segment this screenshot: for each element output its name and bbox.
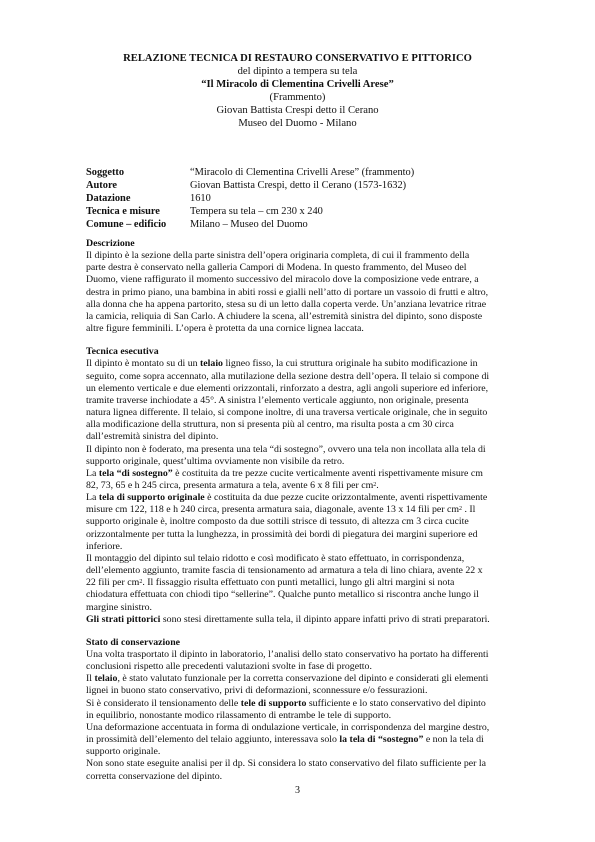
page-number: 3 <box>295 785 300 796</box>
text-line: supporto originale è, inoltre composto da due sottili strisce di tessuto, di altezza cm 3 circa cucite <box>86 516 469 528</box>
metadata-row <box>86 218 414 231</box>
text-run: La <box>86 492 99 504</box>
superscript: 2 <box>459 506 463 513</box>
text-line: conclusioni rispetto alle precedenti valutazioni svolte in fase di progetto. <box>86 661 372 673</box>
text-run: Si è considerato il tensionamento delle <box>86 697 241 709</box>
text-line: seguito, come sopra accennato, alla mutilazione della sezione destra dell’opera. Il telaio si compone di <box>86 370 490 382</box>
text-line <box>86 734 511 746</box>
metadata-row <box>86 166 414 179</box>
bold-term: tela “di sostegno” <box>98 467 173 479</box>
bold-term: Gli strati pittorici <box>86 613 161 625</box>
text-line: Una volta trasportato il dipinto in laboratorio, l’analisi dello stato conservativo ha portato ha differenti <box>86 649 489 660</box>
text-line: lignei in buono stato conservativo, privi di deformazioni, sconnessure e/o fessurazioni. <box>86 685 428 697</box>
section-stato <box>86 637 511 783</box>
text-run: in prossimità dell’elemento del telaio aggiunto, interessava solo <box>86 734 340 746</box>
text-line: Una deformazione accentuata in forma di ondulazione verticale, in corrispondenza del margine destro, <box>86 721 490 733</box>
bold-term: tele di supporto <box>240 697 307 709</box>
text-line: natura lignea differente. Il telaio, si compone inoltre, di una traversa verticale originale, che in seguito <box>86 407 488 419</box>
text-run: . <box>376 479 379 491</box>
text-line: Duomo, viene raffigurato il momento successivo del miracolo dove la composizione vede entrare, a <box>86 274 479 286</box>
text-line: Il dipinto non è foderato, ma presenta una tela “di sostegno”, ovvero una tela non incollata alla tela di <box>86 443 486 455</box>
section-heading: Tecnica esecutiva <box>86 346 159 358</box>
text-line: dell’elemento aggiunto, tramite fascia di tensionamento ad armatura a tela di lino chiara, avente 22 x <box>86 565 483 577</box>
text-line <box>86 698 511 710</box>
metadata-value: Giovan Battista Crespi, detto il Cerano (1573-1632) <box>190 180 407 192</box>
text-line: margine sinistro. <box>86 601 152 613</box>
bold-term: tela di supporto originale <box>98 492 205 504</box>
metadata-row <box>86 205 414 218</box>
section-heading: Descrizione <box>86 238 135 249</box>
text-line <box>86 358 511 370</box>
text-run: sufficiente e lo stato conservativo del dipinto <box>306 697 486 709</box>
section-descrizione <box>86 238 511 335</box>
bold-term: telaio <box>94 673 118 685</box>
text-line: Il montaggio del dipinto sul telaio ridotto e così modificato è stato effettuato, in corrispondenza, <box>86 552 465 564</box>
report-title: RELAZIONE TECNICA DI RESTAURO CONSERVATIVO E PITTORICO <box>123 53 472 64</box>
painting-title: “Il Miracolo di Clementina Crivelli Arese” <box>201 79 394 90</box>
text-line: supporto originale. <box>86 746 161 758</box>
text-run: è costituita da due pezze cucite orizzontalmente, aventi rispettivamente <box>204 492 488 504</box>
museum-location: Museo del Duomo - Milano <box>238 118 357 129</box>
text-line <box>86 468 511 480</box>
text-run: . Il <box>462 504 476 516</box>
bold-term: telaio <box>200 358 223 370</box>
fragment-label: (Frammento) <box>269 92 326 103</box>
text-line: orizzontalmente per tutta la lunghezza, in prossimità dei bordi di piegatura dei margini superiore ed <box>86 528 478 540</box>
text-run: 22 fili per cm <box>86 577 140 589</box>
bold-term: la tela di “sostegno” <box>339 734 424 746</box>
text-line: inferiore. <box>86 540 123 552</box>
text-line: parte destra è conservato nella galleria Campori di Modena. In questo frammento, del Museo del <box>86 262 467 274</box>
metadata-table <box>86 166 414 231</box>
metadata-row <box>86 179 414 192</box>
section-tecnica <box>86 346 511 626</box>
text-run: è costituita da tre pezze cucite verticalmente aventi rispettivamente misure cm <box>172 467 483 479</box>
text-line: tramite traverse inchiodate a 45°. A sinistra l’elemento verticale aggiunto, non originale, presenta <box>86 394 469 406</box>
metadata-label: Comune – edificio <box>86 219 167 231</box>
text-line <box>86 480 511 492</box>
text-run: , è stato valutato funzionale per la corretta conservazione del dipinto e considerati gli elementi <box>117 673 489 685</box>
metadata-value: 1610 <box>190 193 211 205</box>
text-line: in equilibrio, nonostante modico rilassamento di entrambe le tele di supporto. <box>86 709 392 721</box>
text-line <box>86 504 511 516</box>
text-line: un elemento verticale e due elementi orizzontali, rinforzato a destra, agli angoli superiore ed inferiore, <box>86 382 489 394</box>
report-body <box>86 238 511 794</box>
text-line: destra in primo piano, una bambina in abiti rossi e gialli nell’atto di portare un vassoio di frutti e altro, <box>86 286 489 298</box>
text-run: La <box>86 467 99 479</box>
text-run: . Il fissaggio risulta effettuato con punti metallici, lungo gli altri margini si nota <box>142 577 455 589</box>
text-line: altre figure femminili. L’opera è protetta da una cornice lignea laccata. <box>86 323 364 335</box>
text-line: Non sono state eseguite analisi per il dp. Si considera lo stato conservativo del filato sufficiente per la <box>86 758 487 770</box>
report-subtitle: del dipinto a tempera su tela <box>237 66 358 77</box>
text-line: alla modificazione della struttura, non si presenta più al centro, ma risulta posta a cm 30 circa <box>86 419 454 431</box>
metadata-row <box>86 192 414 205</box>
text-line: dall’estremità sinistra del dipinto. <box>86 431 219 443</box>
text-line: la camicia, reliquia di San Carlo. A chiudere la scena, all’estremità sinistra del dipinto, sono disposte <box>86 310 483 322</box>
metadata-label: Tecnica e misure <box>86 206 160 218</box>
text-run: 82, 73, 65 e h 245 circa, presenta armatura a tela, avente 6 x 8 fili per cm <box>86 479 374 491</box>
metadata-value: “Miracolo di Clementina Crivelli Arese” (frammento) <box>190 167 415 178</box>
metadata-value: Milano – Museo del Duomo <box>190 219 308 231</box>
text-run: Il <box>86 673 95 685</box>
superscript: 2 <box>373 481 377 488</box>
text-line: supporto originale, quest’ultima ovviamente non visibile da retro. <box>86 455 345 467</box>
document-header <box>0 52 595 130</box>
text-run: sono stesi direttamente sulla tela, il dipinto appare infatti privo di strati preparatori. <box>160 613 490 625</box>
text-run: e non la tela di <box>423 734 484 746</box>
metadata-label: Datazione <box>86 193 131 205</box>
metadata-value: Tempera su tela – cm 230 x 240 <box>190 206 323 218</box>
superscript: 2 <box>139 579 143 586</box>
text-line: corretta conservazione del dipinto. <box>86 770 223 782</box>
text-line <box>86 673 511 685</box>
text-line: alla donna che ha appena partorito, stesa su di un letto dalla coperta verde. Un’anziana levatrice ritrae <box>86 298 487 310</box>
text-run: Il dipinto è montato su di un <box>86 358 201 370</box>
text-line: Il dipinto è la sezione della parte sinistra dell’opera originaria completa, di cui il frammento della <box>86 250 470 262</box>
section-heading: Stato di conservazione <box>86 636 181 648</box>
metadata-label: Soggetto <box>86 167 125 178</box>
text-run: misure cm 122, 118 e h 240 circa, presenta armatura saia, diagonale, avente 13 x 14 fili per cm <box>86 504 460 516</box>
text-line <box>86 614 511 626</box>
text-line: chiodatura effettuata con chiodi tipo “sellerine”. Qualche punto metallico si riscontra anche lungo il <box>86 589 479 601</box>
text-run: ligneo fisso, la cui struttura originale ha subito modificazione in <box>222 358 478 370</box>
metadata-label: Autore <box>86 180 117 192</box>
text-line <box>86 577 511 589</box>
text-line <box>86 492 511 504</box>
artist-name: Giovan Battista Crespi detto il Cerano <box>216 105 379 116</box>
